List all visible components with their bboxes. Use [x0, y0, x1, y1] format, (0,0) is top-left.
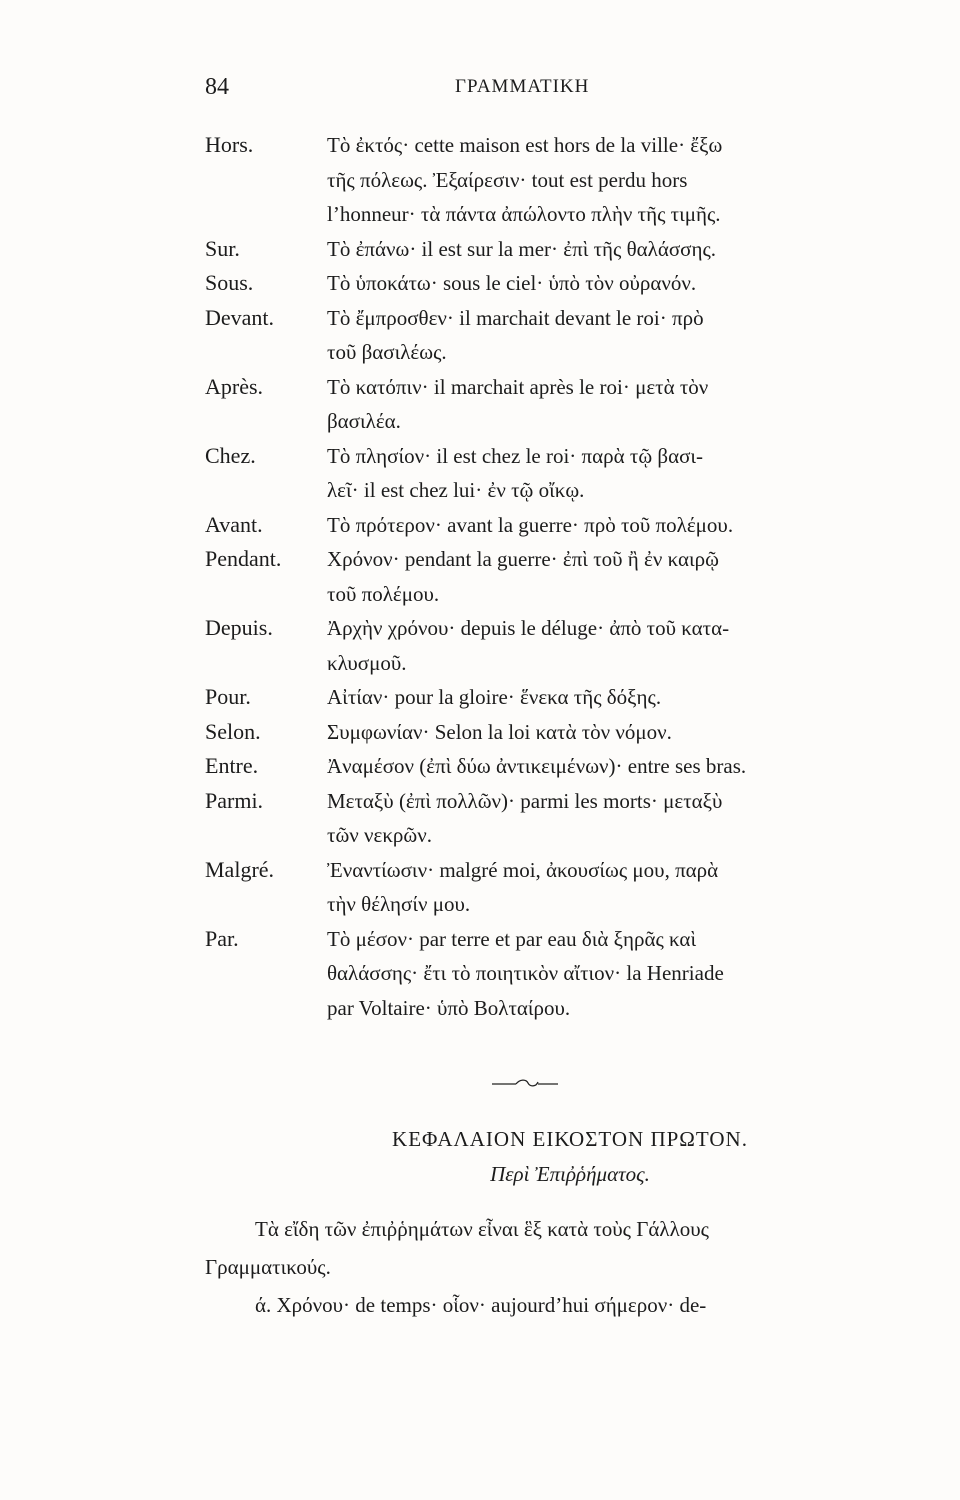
entry-definition — [327, 853, 905, 922]
entry-definition — [327, 749, 905, 784]
ornamental-separator — [490, 1078, 560, 1088]
definition-line: λεῖ· il est chez lui· ἐν τῷ οἴκῳ. — [327, 478, 585, 502]
entry-chez — [205, 439, 905, 508]
definition-line: τὴν θέλησίν μου. — [327, 892, 471, 916]
paragraph-line: Τὰ εἴδη τῶν ἐπιῤῥημάτων εἶναι ἓξ κατὰ τοὺς Γάλλους — [255, 1217, 709, 1241]
chapter-subtitle: Περὶ Ἐπιῤῥήματος. — [490, 1162, 650, 1186]
definition-line: Τὸ ἐκτός· cette maison est hors de la ville· ἔξω — [327, 133, 723, 157]
entry-par — [205, 922, 905, 1026]
definition-line: Μεταξὺ (ἐπὶ πολλῶν)· parmi les morts· μεταξὺ — [327, 788, 723, 813]
definition-line: par Voltaire· ὑπὸ Βολταίρου. — [327, 995, 571, 1020]
definition-line: Τὸ ἔμπροσθεν· il marchait devant le roi· πρὸ — [327, 305, 704, 330]
definition-line: Ἀρχὴν χρόνου· depuis le déluge· ἀπὸ τοῦ κατα- — [327, 616, 730, 640]
entry-entre — [205, 749, 905, 784]
body-text — [205, 1210, 905, 1324]
entry-term: Malgré. — [205, 856, 275, 882]
paragraph-line: ά. Χρόνου· de temps· οἷον· aujourd’hui σήμερον· de- — [255, 1293, 707, 1317]
entry-avant — [205, 508, 905, 543]
entry-depuis — [205, 611, 905, 680]
entry-sous — [205, 266, 905, 301]
entry-definition — [327, 508, 905, 543]
entry-apres — [205, 370, 905, 439]
definition-line: Ἀναμέσον (ἐπὶ δύω ἀντικειμένων)· entre ses bras. — [327, 754, 747, 778]
entry-definition — [327, 784, 905, 853]
definition-line: τοῦ πολέμου. — [327, 581, 440, 606]
definition-line: τῶν νεκρῶν. — [327, 823, 432, 847]
entry-term: Parmi. — [205, 787, 264, 813]
entry-definition — [327, 370, 905, 439]
entry-definition — [327, 439, 905, 508]
definition-line: l’honneur· τὰ πάντα ἀπώλοντο πλὴν τῆς τιμῆς. — [327, 202, 721, 226]
definition-line: θαλάσσης· ἔτι τὸ ποιητικὸν αἴτιον· la Henriade — [327, 961, 724, 985]
definition-line: Τὸ ἐπάνω· il est sur la mer· ἐπὶ τῆς θαλάσσης. — [327, 236, 717, 261]
entry-term: Hors. — [205, 132, 254, 157]
definition-line: τῆς πόλεως. Ἐξαίρεσιν· tout est perdu hors — [327, 167, 688, 192]
preposition-list — [205, 128, 905, 1025]
entry-definition — [327, 542, 905, 611]
definition-line: Χρόνον· pendant la guerre· ἐπὶ τοῦ ἢ ἐν καιρῷ — [327, 547, 719, 571]
entry-definition — [327, 128, 905, 232]
entry-definition — [327, 680, 905, 715]
definition-line: Τὸ πρότερον· avant la guerre· πρὸ τοῦ πολέμου. — [327, 512, 734, 537]
entry-malgre — [205, 853, 905, 922]
entry-term: Avant. — [205, 511, 263, 537]
page-number: 84 — [205, 74, 229, 100]
entry-pour — [205, 680, 905, 715]
entry-parmi — [205, 784, 905, 853]
entry-definition — [327, 715, 905, 750]
entry-term: Sous. — [205, 270, 254, 295]
entry-term: Selon. — [205, 718, 261, 744]
entry-devant — [205, 301, 905, 370]
definition-line: Ἐναντίωσιν· malgré moi, ἀκουσίως μου, παρὰ — [327, 857, 719, 882]
entry-selon — [205, 715, 905, 750]
definition-line: Τὸ κατόπιν· il marchait après le roi· μετὰ τὸν — [327, 374, 709, 399]
chapter-title: ΚΕΦΑΛΑΙΟΝ ΕΙΚΟΣΤΟΝ ΠΡΩΤΟΝ. — [392, 1127, 748, 1151]
definition-line: Συμφωνίαν· Selon la loi κατὰ τὸν νόμον. — [327, 719, 672, 744]
entry-definition — [327, 922, 905, 1026]
entry-definition — [327, 266, 905, 301]
entry-sur — [205, 232, 905, 267]
page-header — [205, 74, 905, 110]
entry-term: Entre. — [205, 753, 259, 778]
entry-hors — [205, 128, 905, 232]
entry-term: Pendant. — [205, 546, 282, 571]
entry-term: Pour. — [205, 684, 251, 709]
definition-line: Τὸ ὑποκάτω· sous le ciel· ὑπὸ τὸν οὐρανόν. — [327, 271, 697, 295]
running-title: ΓΡΑΜΜΑΤΙΚΗ — [455, 76, 590, 97]
entry-definition — [327, 232, 905, 267]
entry-definition — [327, 301, 905, 370]
entry-term: Par. — [205, 925, 239, 951]
entry-term: Après. — [205, 373, 264, 399]
paragraph-line: Γραμματικούς. — [205, 1255, 331, 1279]
definition-line: Αἰτίαν· pour la gloire· ἕνεκα τῆς δόξης. — [327, 685, 662, 709]
entry-pendant — [205, 542, 905, 611]
entry-definition — [327, 611, 905, 680]
entry-term: Chez. — [205, 442, 256, 468]
definition-line: Τὸ μέσον· par terre et par eau διὰ ξηρᾶς καὶ — [327, 926, 697, 951]
definition-line: βασιλέα. — [327, 409, 401, 433]
entry-term: Sur. — [205, 235, 240, 261]
entry-term: Devant. — [205, 304, 275, 330]
entry-term: Depuis. — [205, 615, 273, 640]
definition-line: Τὸ πλησίον· il est chez le roi· παρὰ τῷ βασι- — [327, 443, 704, 468]
definition-line: τοῦ βασιλέως. — [327, 340, 447, 364]
definition-line: κλυσμοῦ. — [327, 650, 407, 675]
